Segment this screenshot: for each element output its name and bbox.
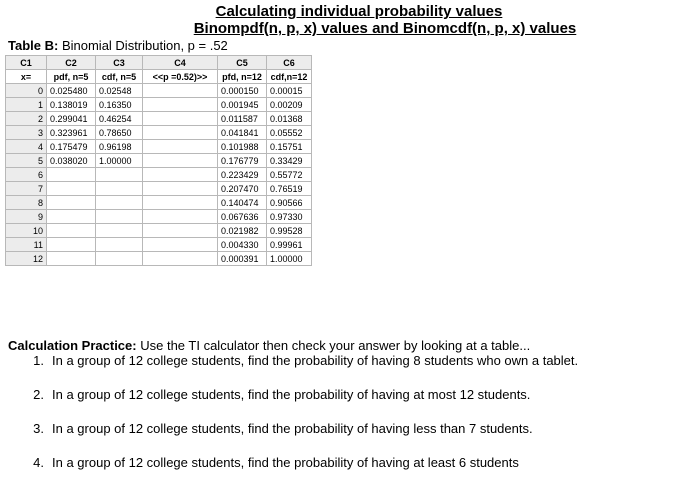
- row-index: 6: [6, 168, 47, 182]
- row-index: 12: [6, 252, 47, 266]
- column-name-x: x=: [6, 70, 47, 84]
- table-row: [6, 140, 312, 154]
- table-caption-label: Table B:: [8, 38, 59, 53]
- cell-pdf12: 0.067636: [218, 210, 267, 224]
- document-subtitle: Binompdf(n, p, x) values and Binomcdf(n, p, x) values: [193, 20, 577, 37]
- table-row: [6, 210, 312, 224]
- cell-c4: [143, 182, 218, 196]
- cell-cdf12: 0.99961: [267, 238, 312, 252]
- cell-c4: [143, 126, 218, 140]
- table-caption-text: Binomial Distribution, p = .52: [61, 38, 228, 53]
- document-title: Calculating individual probability values: [215, 3, 503, 20]
- question-item: [8, 455, 578, 470]
- row-index: 7: [6, 182, 47, 196]
- table-row: [6, 168, 312, 182]
- question-text: In a group of 12 college students, find the probability of having at most 12 students.: [52, 387, 531, 402]
- cell-pdf12: 0.001945: [218, 98, 267, 112]
- question-number: 4.: [33, 455, 44, 470]
- cell-pdf12: 0.041841: [218, 126, 267, 140]
- cell-pdf12: 0.011587: [218, 112, 267, 126]
- cell-cdf12: 0.99528: [267, 224, 312, 238]
- cell-pdf5: [47, 224, 96, 238]
- practice-questions: [8, 353, 578, 470]
- cell-cdf5: [96, 224, 143, 238]
- cell-pdf5: 0.038020: [47, 154, 96, 168]
- column-id-c4: C4: [143, 56, 218, 70]
- column-name-cdf5: cdf, n=5: [96, 70, 143, 84]
- cell-cdf5: 0.16350: [96, 98, 143, 112]
- cell-pdf12: 0.223429: [218, 168, 267, 182]
- question-text: In a group of 12 college students, find the probability of having 8 students who own a tablet.: [52, 353, 579, 368]
- table-caption: [8, 38, 228, 53]
- row-index: 4: [6, 140, 47, 154]
- practice-intro: Use the TI calculator then check your answer by looking at a table...: [140, 338, 531, 353]
- question-item: [8, 387, 578, 402]
- cell-cdf12: 1.00000: [267, 252, 312, 266]
- question-text: In a group of 12 college students, find the probability of having at least 6 students: [52, 455, 519, 470]
- column-name-row: [6, 70, 312, 84]
- cell-c4: [143, 112, 218, 126]
- cell-c4: [143, 196, 218, 210]
- cell-c4: [143, 224, 218, 238]
- table-row: [6, 154, 312, 168]
- cell-cdf12: 0.33429: [267, 154, 312, 168]
- cell-pdf12: 0.000150: [218, 84, 267, 98]
- binomial-table: [5, 55, 312, 266]
- cell-cdf12: 0.15751: [267, 140, 312, 154]
- cell-pdf12: 0.207470: [218, 182, 267, 196]
- cell-cdf5: 0.46254: [96, 112, 143, 126]
- cell-pdf5: 0.175479: [47, 140, 96, 154]
- row-index: 1: [6, 98, 47, 112]
- column-id-c3: C3: [96, 56, 143, 70]
- row-index: 9: [6, 210, 47, 224]
- cell-pdf12: 0.000391: [218, 252, 267, 266]
- cell-c4: [143, 168, 218, 182]
- cell-pdf5: [47, 168, 96, 182]
- question-number: 3.: [33, 421, 44, 436]
- table-row: [6, 196, 312, 210]
- cell-cdf5: [96, 196, 143, 210]
- cell-cdf5: [96, 210, 143, 224]
- cell-pdf12: 0.004330: [218, 238, 267, 252]
- cell-cdf12: 0.01368: [267, 112, 312, 126]
- question-text: In a group of 12 college students, find the probability of having less than 7 students.: [52, 421, 533, 436]
- cell-cdf12: 0.97330: [267, 210, 312, 224]
- cell-c4: [143, 252, 218, 266]
- row-index: 2: [6, 112, 47, 126]
- cell-c4: [143, 154, 218, 168]
- cell-cdf5: [96, 182, 143, 196]
- table-row: [6, 126, 312, 140]
- column-name-pdf5: pdf, n=5: [47, 70, 96, 84]
- row-index: 11: [6, 238, 47, 252]
- table-row: [6, 238, 312, 252]
- question-number: 1.: [33, 353, 44, 368]
- cell-cdf12: 0.00015: [267, 84, 312, 98]
- cell-c4: [143, 210, 218, 224]
- cell-cdf12: 0.90566: [267, 196, 312, 210]
- cell-c4: [143, 238, 218, 252]
- cell-cdf12: 0.76519: [267, 182, 312, 196]
- cell-c4: [143, 98, 218, 112]
- table-row: [6, 84, 312, 98]
- cell-cdf5: 0.96198: [96, 140, 143, 154]
- practice-label: Calculation Practice:: [8, 338, 137, 353]
- question-number: 2.: [33, 387, 44, 402]
- column-name-cdf12: cdf,n=12: [267, 70, 312, 84]
- table-row: [6, 98, 312, 112]
- column-name-c4: <<p =0.52)>>: [143, 70, 218, 84]
- row-index: 10: [6, 224, 47, 238]
- cell-cdf12: 0.00209: [267, 98, 312, 112]
- table-row: [6, 224, 312, 238]
- cell-pdf5: [47, 238, 96, 252]
- row-index: 0: [6, 84, 47, 98]
- cell-pdf12: 0.140474: [218, 196, 267, 210]
- question-item: [8, 353, 578, 368]
- cell-pdf5: 0.299041: [47, 112, 96, 126]
- cell-cdf12: 0.55772: [267, 168, 312, 182]
- row-index: 5: [6, 154, 47, 168]
- cell-pdf12: 0.021982: [218, 224, 267, 238]
- cell-cdf5: 0.02548: [96, 84, 143, 98]
- column-name-pdf12: pfd, n=12: [218, 70, 267, 84]
- column-id-row: [6, 56, 312, 70]
- row-index: 8: [6, 196, 47, 210]
- column-id-c2: C2: [47, 56, 96, 70]
- practice-heading: [8, 338, 530, 353]
- cell-pdf5: [47, 252, 96, 266]
- cell-pdf5: 0.138019: [47, 98, 96, 112]
- row-index: 3: [6, 126, 47, 140]
- cell-pdf5: [47, 196, 96, 210]
- question-item: [8, 421, 578, 436]
- cell-cdf5: 1.00000: [96, 154, 143, 168]
- cell-pdf5: [47, 182, 96, 196]
- cell-cdf5: [96, 238, 143, 252]
- column-id-c6: C6: [267, 56, 312, 70]
- column-id-c1: C1: [6, 56, 47, 70]
- cell-c4: [143, 140, 218, 154]
- cell-pdf5: [47, 210, 96, 224]
- cell-cdf5: 0.78650: [96, 126, 143, 140]
- cell-pdf5: 0.323961: [47, 126, 96, 140]
- cell-cdf5: [96, 168, 143, 182]
- table-row: [6, 182, 312, 196]
- table-row: [6, 112, 312, 126]
- cell-cdf5: [96, 252, 143, 266]
- cell-pdf12: 0.101988: [218, 140, 267, 154]
- cell-c4: [143, 84, 218, 98]
- table-row: [6, 252, 312, 266]
- cell-cdf12: 0.05552: [267, 126, 312, 140]
- cell-pdf12: 0.176779: [218, 154, 267, 168]
- cell-pdf5: 0.025480: [47, 84, 96, 98]
- column-id-c5: C5: [218, 56, 267, 70]
